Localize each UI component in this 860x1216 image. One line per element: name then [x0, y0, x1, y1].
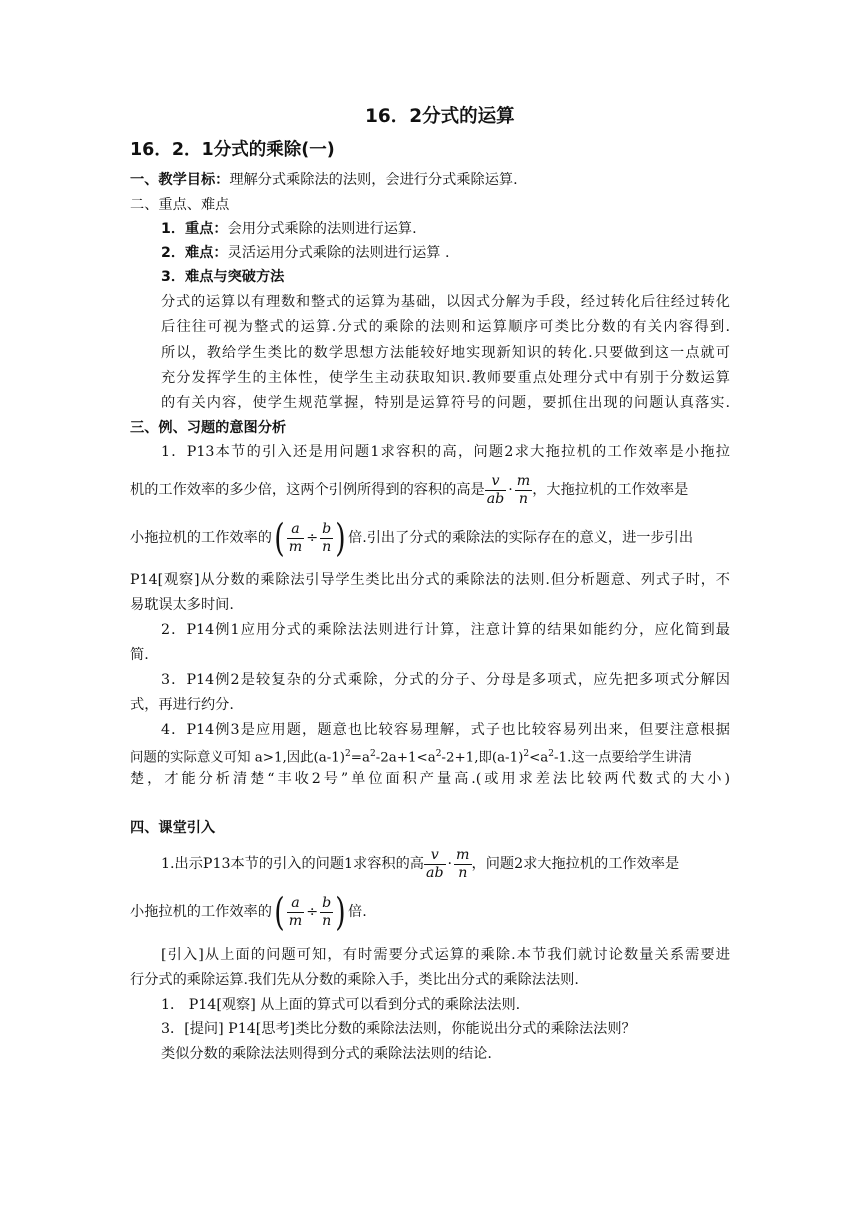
fraction-numerator: a [287, 521, 304, 539]
inequality-text: -2+1,即(a-1) [441, 750, 524, 766]
intro-line: 1． P14[观察] 从上面的算式可以看到分式的乘除法法则. [161, 997, 521, 1013]
keypoint-2-label: 2．难点： [161, 245, 228, 261]
example-2-line: 简. [130, 647, 149, 663]
keypoint-2-text: 灵活运用分式乘除的法则进行运算 . [227, 245, 450, 261]
exponent: 2 [369, 749, 376, 759]
example-2-line: 2．P14例1应用分式的乘除法法则进行计算，注意计算的结果如能约分，应化简到最 [161, 622, 730, 638]
keypoint-1-text: 会用分式乘除的法则进行运算. [227, 221, 417, 237]
divide-sign: ÷ [306, 904, 319, 920]
fraction-numerator: b [320, 521, 333, 539]
keypoint-1 [161, 219, 417, 239]
method-para-line: 分式的运算以有理数和整式的运算为基础，以因式分解为手段，经过转化后往经过转化 [161, 294, 730, 310]
exponent: 2 [548, 749, 555, 759]
divide-sign: ÷ [306, 530, 319, 546]
method-para-line: 的有关内容，使学生规范掌握，特别是运算符号的问题，要抓住出现的问题认真落实. [161, 395, 730, 411]
example-1-text: ，大拖拉机的工作效率是 [532, 482, 689, 498]
fraction-denominator: m [288, 912, 303, 929]
examples-heading: 三、例、习题的意图分析 [130, 420, 287, 436]
method-para-line: 充分发挥学生的主体性，使学生主动获取知识.教师要重点处理分式中有别于分数运算 [161, 370, 730, 386]
fraction-denominator: n [518, 490, 529, 507]
keypoint-1-label: 1．重点： [161, 221, 228, 237]
doc-title: 16．2分式的运算 [365, 106, 515, 127]
example-1-line: 易耽误太多时间. [130, 597, 234, 613]
fraction-expression-ratio [272, 887, 348, 937]
fraction-m-n [454, 847, 471, 882]
fraction-numerator: a [287, 895, 304, 913]
fraction-numerator: m [516, 472, 531, 489]
method-para-line: 后往往可视为整式的运算.分式的乘除的法则和运算顺序可类比分数的有关内容得到. [161, 319, 730, 335]
inequality-text: =a [350, 750, 370, 766]
fraction-numerator: v [485, 473, 507, 491]
fraction-denominator: ab [486, 490, 505, 507]
section-subtitle: 16．2．1分式的乘除(一) [130, 140, 335, 160]
intro-text: 1.出示P13本节的引入的问题1求容积的高 [161, 856, 424, 872]
exponent: 2 [435, 749, 442, 759]
fraction-m-n [515, 473, 532, 508]
example-4-line: 4．P14例3是应用题，题意也比较容易理解，式子也比较容易列出来，但要注意根据 [161, 722, 730, 738]
example-4-line: 楚，才能分析清楚“丰收2号”单位面积产量高.(或用求差法比较两代数式的大小) [130, 771, 730, 787]
example-1-line: 1．P13本节的引入还是用问题1求容积的高，问题2求大拖拉机的工作效率是小拖拉 [161, 444, 730, 460]
intro-text: ，问题2求大拖拉机的工作效率是 [471, 856, 680, 872]
intro-line-formula [130, 887, 367, 937]
intro-line: 类似分数的乘除法法则得到分式的乘除法法则的结论. [161, 1046, 492, 1062]
right-paren: ) [335, 516, 346, 560]
keypoint-2 [161, 243, 449, 263]
example-1-line: P14[观察]从分数的乘除法引导学生类比出分式的乘除法的法则.但分析题意、列式子时，不 [130, 572, 730, 588]
intro-text: 倍. [348, 904, 367, 920]
fraction-denominator: n [322, 538, 332, 555]
fraction-a-m [287, 895, 304, 930]
fraction-expression-height [424, 840, 472, 888]
example-1-text: 机的工作效率的多少倍，这两个引例所得到的容积的高是 [130, 482, 485, 498]
intro-line: [引入]从上面的问题可知，有时需要分式运算的乘除.本节我们就讨论数量关系需要进 [161, 947, 730, 963]
right-paren: ) [335, 890, 346, 934]
example-3-line: 3．P14例2是较复杂的分式乘除，分式的分子、分母是多项式，应先把多项式分解因 [161, 672, 730, 688]
example-1-text: 小拖拉机的工作效率的 [130, 530, 272, 546]
multiply-dot: · [447, 856, 453, 872]
exponent: 2 [523, 749, 530, 759]
inequality-text: -2a+1<a [375, 750, 436, 766]
example-4-line-inequality [130, 744, 730, 768]
intro-line: 行分式的乘除运算.我们先从分数的乘除入手，类比出分式的乘除法法则. [130, 972, 579, 988]
left-paren: ( [274, 516, 285, 560]
fraction-b-n [320, 521, 333, 556]
example-1-text: 倍.引出了分式的乘除法的实际存在的意义，进一步引出 [348, 530, 694, 546]
fraction-numerator: b [320, 895, 333, 913]
fraction-denominator: n [458, 864, 468, 881]
inequality-text: -1.这一点要给学生讲清 [554, 750, 692, 766]
exponent: 2 [345, 749, 351, 759]
example-1-line-formula [130, 513, 730, 563]
left-paren: ( [274, 890, 285, 934]
intro-line-formula [161, 840, 730, 888]
objectives-line [130, 170, 518, 190]
fraction-denominator: ab [425, 864, 444, 881]
fraction-v-ab [485, 473, 507, 508]
example-3-line: 式，再进行约分. [130, 697, 234, 713]
keypoint-3-heading: 3．难点与突破方法 [161, 269, 285, 285]
fraction-denominator: m [288, 538, 303, 555]
example-1-line-formula [130, 466, 730, 514]
objectives-heading: 一、教学目标： [130, 172, 230, 188]
fraction-denominator: n [322, 912, 332, 929]
fraction-numerator: v [424, 847, 446, 865]
objectives-text: 理解分式乘除法的法则，会进行分式乘除运算. [229, 172, 518, 188]
fraction-a-m [287, 521, 304, 556]
method-para-line: 所以，教给学生类比的数学思想方法能较好地实现新知识的转化.只要做到这一点就可 [161, 345, 730, 361]
fraction-b-n [320, 895, 333, 930]
intro-text: 小拖拉机的工作效率的 [130, 904, 272, 920]
multiply-dot: · [508, 482, 513, 498]
keypoints-heading: 二、重点、难点 [130, 197, 230, 213]
intro-heading: 四、课堂引入 [130, 820, 216, 836]
inequality-text: 问题的实际意义可知 a>1,因此(a-1) [130, 750, 346, 766]
intro-line: 3．[提问] P14[思考]类比分数的乘除法法则，你能说出分式的乘除法法则？ [161, 1021, 636, 1037]
fraction-expression-height [485, 466, 533, 514]
fraction-expression-ratio [272, 513, 348, 563]
inequality-text: <a [529, 750, 549, 766]
fraction-v-ab [424, 847, 446, 882]
fraction-numerator: m [456, 846, 470, 863]
